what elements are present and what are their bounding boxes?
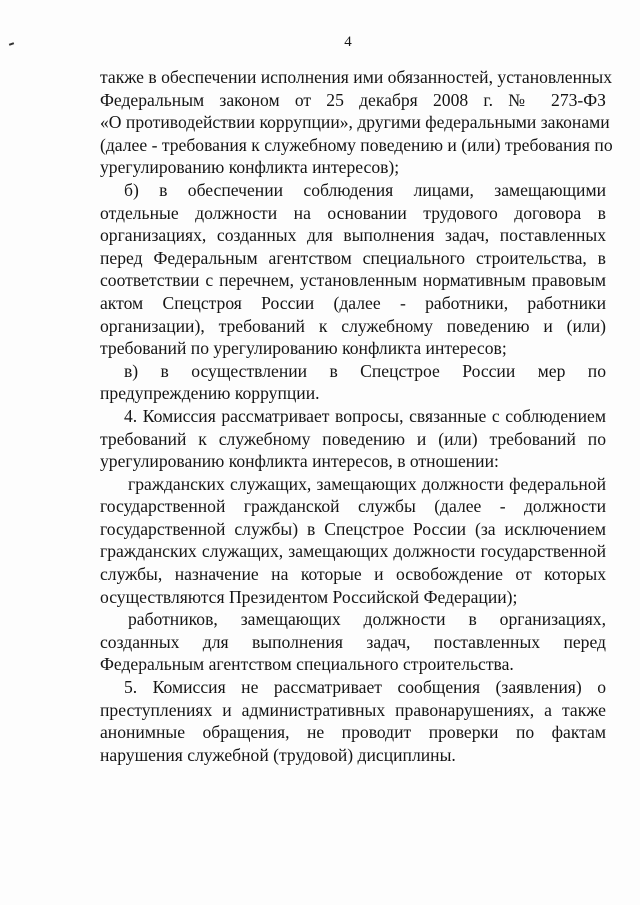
- text-line: перед Федеральным агентством специального строительства, в: [100, 247, 606, 268]
- text-line: урегулированию конфликта интересов);: [100, 157, 400, 178]
- text-line: требований к служебному поведению и (или) требований по: [100, 428, 606, 449]
- text-line: созданных для выполнения задач, поставленных перед: [100, 631, 606, 652]
- text-line: осуществляются Президентом Российской Федерации);: [100, 586, 518, 607]
- text-line: урегулированию конфликта интересов, в отношении:: [100, 451, 499, 472]
- text-line: нарушения служебной (трудовой) дисциплины.: [100, 744, 456, 765]
- text-line: в) в осуществлении в Спецстрое России мер по: [124, 360, 606, 381]
- text-line: отдельные должности на основании трудового договора в: [100, 202, 606, 223]
- scan-margin-mark: [9, 42, 14, 46]
- text-line: 4. Комиссия рассматривает вопросы, связанные с соблюдением: [124, 405, 606, 426]
- text-line: государственной гражданской службы (далее - должности: [100, 496, 606, 517]
- text-line: предупреждению коррупции.: [100, 383, 320, 404]
- text-line: организации), требований к служебному поведению и (или): [100, 315, 606, 336]
- text-line: Федеральным агентством специального строительства.: [100, 654, 514, 675]
- text-line: преступлениях и административных правонарушениях, а также: [100, 699, 606, 720]
- text-line: 5. Комиссия не рассматривает сообщения (заявления) о: [124, 677, 606, 698]
- text-line: актом Спецстроя России (далее - работники, работники: [100, 292, 606, 313]
- text-line: гражданских служащих, замещающих должности государственной: [100, 541, 606, 562]
- page-number: 4: [344, 34, 352, 50]
- text-line: требований по урегулированию конфликта интересов;: [100, 338, 507, 359]
- text-line: (далее - требования к служебному поведению и (или) требования по: [100, 134, 613, 155]
- text-line: «О противодействии коррупции», другими федеральными законами: [100, 112, 610, 133]
- text-line: службы, назначение на которые и освобождение от которых: [100, 564, 606, 585]
- text-line: организациях, созданных для выполнения задач, поставленных: [100, 225, 606, 246]
- text-line: анонимные обращения, не проводит проверки по фактам: [100, 722, 606, 743]
- text-line: Федеральным законом от 25 декабря 2008 г. № 273-ФЗ: [100, 89, 606, 110]
- text-line: б) в обеспечении соблюдения лицами, замещающими: [124, 179, 606, 200]
- text-line: также в обеспечении исполнения ими обязанностей, установленных: [100, 67, 613, 87]
- document-body-text: [100, 66, 613, 766]
- text-line: работников, замещающих должности в организациях,: [128, 609, 606, 630]
- text-line: государственной службы) в Спецстрое России (за исключением: [100, 518, 606, 539]
- text-line: гражданских служащих, замещающих должности федеральной: [128, 473, 606, 494]
- text-line: соответствии с перечнем, установленным нормативным правовым: [100, 270, 606, 291]
